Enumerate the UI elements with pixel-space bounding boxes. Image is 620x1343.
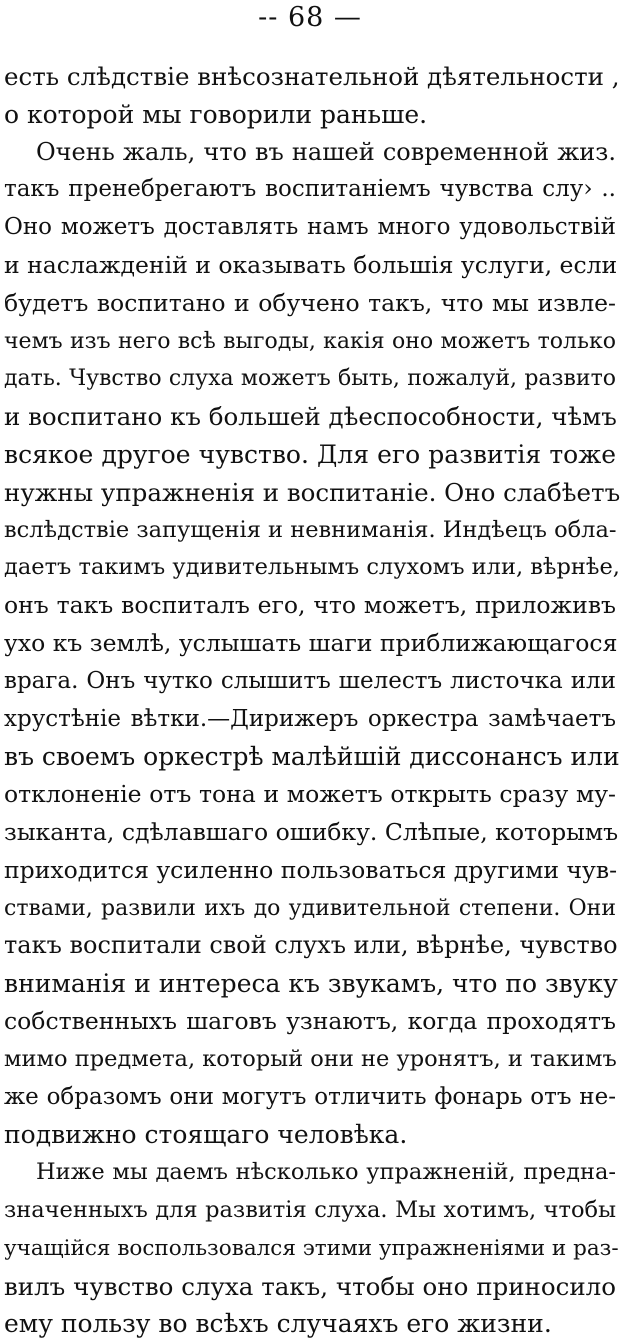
text-line: зыканта, сдѣлавшаго ошибку. Слѣпые, которымъ [4, 817, 619, 846]
text-line: о которой мы говорили раньше. [4, 99, 428, 129]
text-line: въ своемъ оркестрѣ малѣйшій диссонансъ или [4, 742, 620, 772]
text-line: отклоненіе отъ тона и можетъ открыть сразу му- [4, 780, 616, 809]
text-line: ухо къ землѣ, услышать шаги приближающагося [4, 628, 618, 657]
text-line: ствами, развили ихъ до удивительной степени. Они [4, 895, 616, 921]
text-line: даетъ такимъ удивительнымъ слухомъ или, вѣрнѣе, [4, 554, 620, 581]
text-line: есть слѣдствіе внѣсознательной дѣятельности , [4, 62, 620, 91]
text-line: и наслажденій и оказывать большія услуги, если [4, 250, 618, 279]
body-text [0, 58, 620, 1343]
page-number: -- 68 — [258, 2, 362, 33]
text-line: ему пользу во всѣхъ случаяхъ его жизни. [4, 1309, 552, 1339]
text-line: такъ воспитали свой слухъ или, вѣрнѣе, чувство [4, 931, 618, 960]
text-line: онъ такъ воспиталъ его, что можетъ, приложивъ [4, 591, 616, 620]
text-line: Очень жаль, что въ нашей современной жиз. [36, 137, 616, 166]
text-line: вилъ чувство слуха такъ, чтобы оно приносило [4, 1271, 616, 1301]
text-line: дать. Чувство слуха можетъ быть, пожалуй, развито [4, 366, 616, 392]
text-line: собственныхъ шаговъ узнаютъ, когда проходятъ [4, 1006, 616, 1035]
text-line: всякое другое чувство. Для его развитія тоже [4, 439, 616, 469]
text-line: будетъ воспитано и обучено такъ, что мы извле- [4, 288, 616, 317]
text-line: врага. Онъ чутко слышитъ шелестъ листочка или [4, 667, 616, 694]
text-line: мимо предмета, который они не уронятъ, и такимъ [4, 1045, 617, 1072]
text-line: чемъ изъ него всѣ выгоды, какія оно можетъ только [4, 328, 616, 354]
text-line: учащійся воспользовался этими упражненіями и раз- [4, 1235, 619, 1261]
text-line: приходится усиленно пользоваться другими чув- [4, 855, 618, 884]
text-line: Ниже мы даемъ нѣсколько упражненій, предна- [36, 1159, 616, 1186]
text-line: Оно можетъ доставлять намъ много удовольствій [4, 214, 616, 241]
text-line: вниманія и интереса къ звукамъ, что по звуку [4, 969, 618, 999]
text-line: нужны упражненія и воспитаніе. Оно слабѣетъ [4, 477, 620, 507]
text-line: же образомъ они могутъ отличить фонарь отъ не- [4, 1083, 616, 1110]
text-line: и воспитано къ большей дѣеспособности, чѣмъ [4, 402, 617, 432]
text-line: хрустѣніе вѣтки.—Дирижеръ оркестра замѣчаетъ [4, 705, 616, 732]
text-line: вслѣдствіе запущенія и невниманія. Индѣецъ обла- [4, 516, 617, 543]
text-line: подвижно стоящаго человѣка. [4, 1120, 408, 1150]
text-line: значенныхъ для развитія слуха. Мы хотимъ, чтобы [4, 1196, 616, 1223]
text-line: такъ пренебрегаютъ воспитаніемъ чувства слу› .. [4, 176, 616, 203]
